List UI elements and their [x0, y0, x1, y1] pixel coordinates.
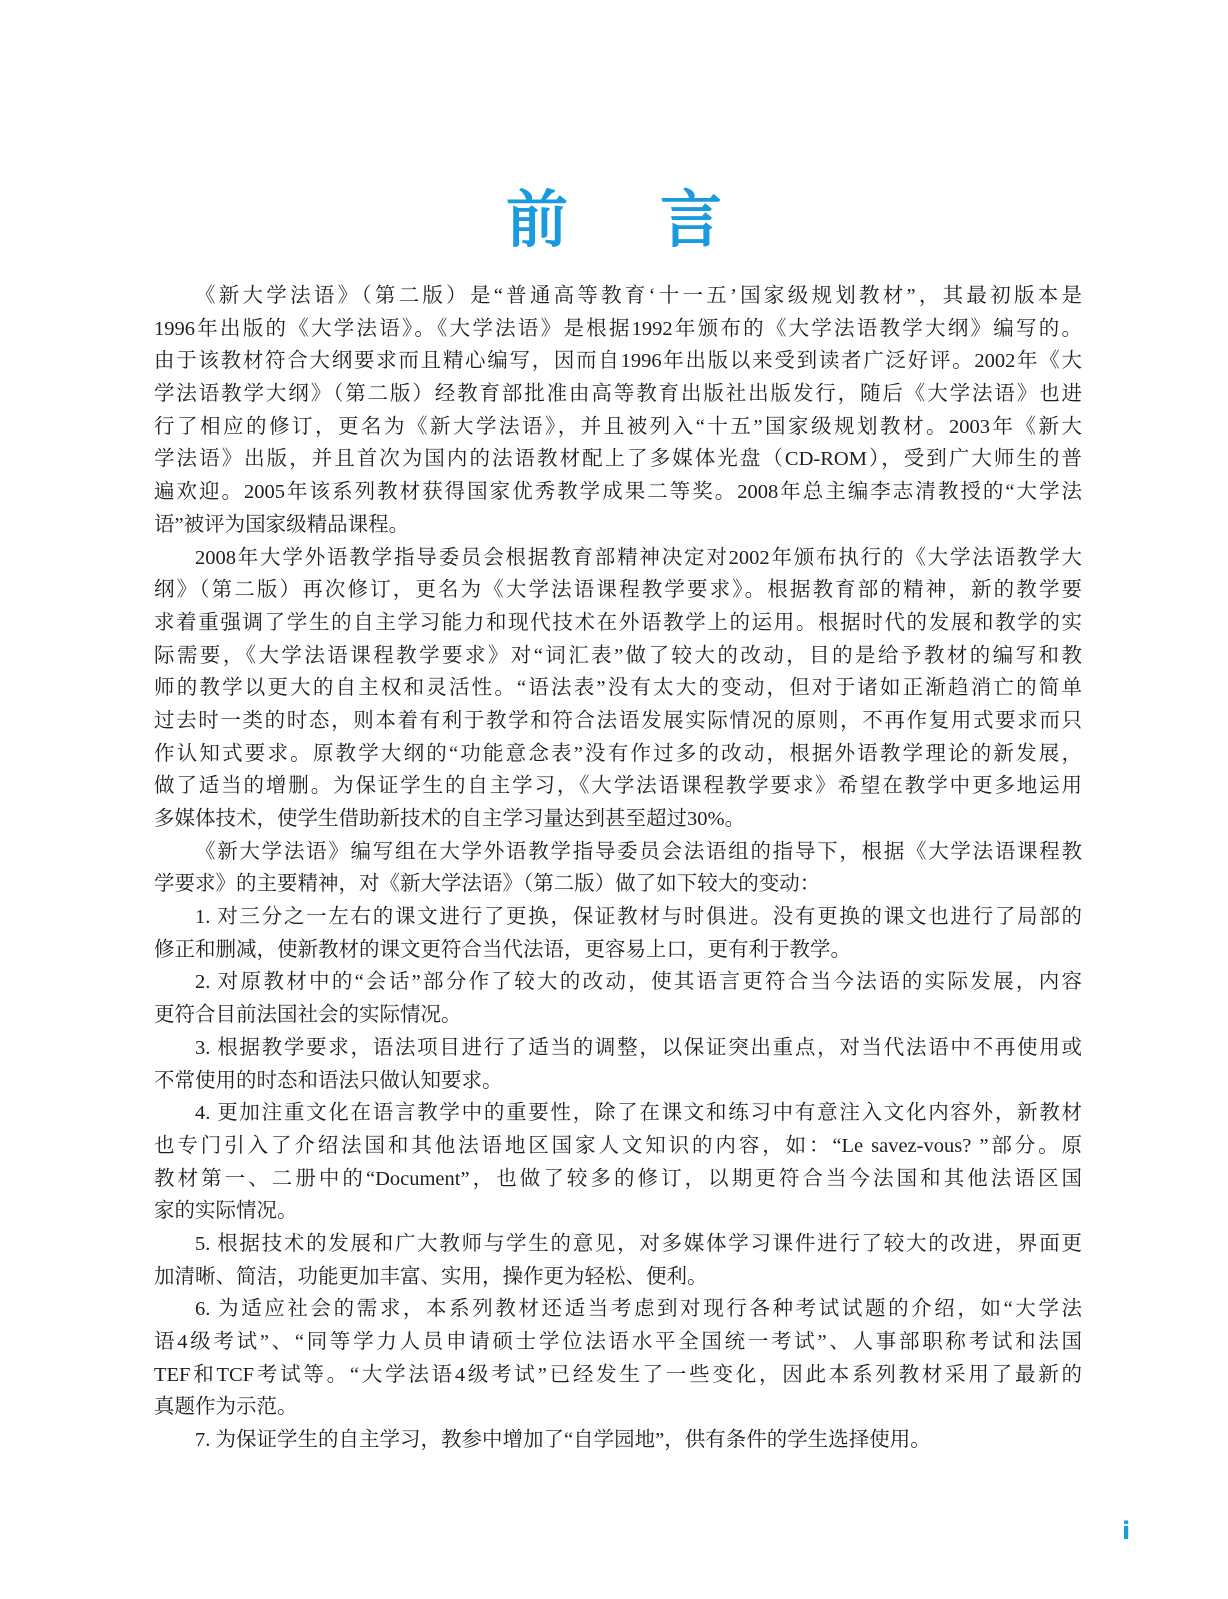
paragraph [154, 966, 1082, 1031]
paragraph [154, 1097, 1082, 1228]
text-line: 修正和删减，使新教材的课文更符合当代法语，更容易上口，更有利于教学。 [154, 938, 851, 961]
text-line: 也专门引入了介绍法国和其他法语地区国家人文知识的内容，如：“Le savez-vous? ”部分。原 [154, 1134, 1082, 1157]
text-line: 1. 对三分之一左右的课文进行了更换，保证教材与时俱进。没有更换的课文也进行了局部的 [195, 906, 1082, 929]
paragraph [154, 1228, 1082, 1293]
text-line: 4. 更加注重文化在语言教学中的重要性，除了在课文和练习中有意注入文化内容外，新教材 [195, 1102, 1082, 1125]
paragraph [154, 836, 1082, 901]
text-line: 多媒体技术，使学生借助新技术的自主学习量达到甚至超过30%。 [154, 808, 746, 830]
text-line: 2008年大学外语教学指导委员会根据教育部精神决定对2002年颁布执行的《大学法语教学大 [195, 546, 1082, 569]
text-line: 做了适当的增删。为保证学生的自主学习，《大学法语课程教学要求》希望在教学中更多地运用 [154, 775, 1082, 798]
text-line: 不常使用的时态和语法只做认知要求。 [154, 1069, 503, 1092]
text-line: 7. 为保证学生的自主学习，教参中增加了“自学园地”，供有条件的学生选择使用。 [195, 1429, 931, 1452]
preface-body [154, 280, 1082, 1457]
text-line: 教材第一、二册中的“Document”，也做了较多的修订，以期更符合当今法国和其他法语区国 [154, 1167, 1082, 1190]
text-line: 《新大学法语》（第二版）是“普通高等教育‘十一五’国家级规划教材”，其最初版本是 [195, 285, 1082, 307]
text-line: 《新大学法语》编写组在大学外语教学指导委员会法语组的指导下，根据《大学法语课程教 [195, 840, 1082, 863]
text-line: 5. 根据技术的发展和广大教师与学生的意见，对多媒体学习课件进行了较大的改进，界面更 [195, 1232, 1082, 1255]
text-line: 真题作为示范。 [154, 1396, 298, 1419]
text-line: 学要求》的主要精神，对《新大学法语》（第二版）做了如下较大的变动： [154, 873, 821, 896]
text-line: 家的实际情况。 [154, 1200, 298, 1223]
text-line: TEF和TCF考试等。“大学法语4级考试”已经发生了一些变化，因此本系列教材采用了最新的 [154, 1363, 1082, 1386]
title-char-2: 言 [660, 183, 723, 256]
text-line: 6. 为适应社会的需求，本系列教材还适当考虑到对现行各种考试试题的介绍，如“大学法 [195, 1298, 1082, 1321]
text-line: 师的教学以更大的自主权和灵活性。“语法表”没有太大的变动，但对于诸如正渐趋消亡的简单 [154, 677, 1082, 700]
paragraph [154, 280, 1082, 542]
text-line: 更符合目前法国社会的实际情况。 [154, 1004, 462, 1027]
text-line: 纲》（第二版）再次修订，更名为《大学法语课程教学要求》。根据教育部的精神，新的教学要 [154, 579, 1082, 602]
paragraph [154, 542, 1082, 836]
page-title [0, 180, 1228, 260]
paragraph [154, 901, 1082, 966]
text-line: 过去时一类的时态，则本着有利于教学和符合法语发展实际情况的原则，不再作复用式要求而只 [154, 709, 1082, 732]
text-line: 求着重强调了学生的自主学习能力和现代技术在外语教学上的运用。根据时代的发展和教学的实 [154, 611, 1082, 634]
text-line: 1996年出版的《大学法语》。《大学法语》是根据1992年颁布的《大学法语教学大纲》编写的。 [154, 317, 1082, 340]
text-line: 际需要，《大学法语课程教学要求》对“词汇表”做了较大的改动，目的是给予教材的编写和教 [154, 644, 1082, 667]
text-line: 语4级考试”、“同等学力人员申请硕士学位法语水平全国统一考试”、人事部职称考试和法国 [154, 1331, 1082, 1353]
text-line: 学法语教学大纲》（第二版）经教育部批准由高等教育出版社出版发行，随后《大学法语》也进 [154, 383, 1082, 406]
title-char-1: 前 [505, 183, 568, 256]
paragraph [154, 1424, 1082, 1457]
text-line: 2. 对原教材中的“会话”部分作了较大的改动，使其语言更符合当今法语的实际发展，内容 [195, 971, 1082, 994]
text-line: 作认知式要求。原教学大纲的“功能意念表”没有作过多的改动，根据外语教学理论的新发展， [154, 742, 1082, 765]
paragraph [154, 1032, 1082, 1097]
text-line: 由于该教材符合大纲要求而且精心编写，因而自1996年出版以来受到读者广泛好评。2002年《大 [154, 350, 1082, 373]
text-line: 学法语》出版，并且首次为国内的法语教材配上了多媒体光盘（CD-ROM），受到广大师生的普 [154, 448, 1082, 471]
paragraph [154, 1293, 1082, 1424]
text-line: 遍欢迎。2005年该系列教材获得国家优秀教学成果二等奖。2008年总主编李志清教授的“大学法 [154, 481, 1082, 504]
text-line: 行了相应的修订，更名为《新大学法语》，并且被列入“十五”国家级规划教材。2003年《新大 [154, 415, 1082, 438]
page-number: i [1122, 1517, 1131, 1545]
text-line: 加清晰、简洁，功能更加丰富、实用，操作更为轻松、便利。 [154, 1265, 708, 1288]
text-line: 语”被评为国家级精品课程。 [154, 513, 410, 536]
text-line: 3. 根据教学要求，语法项目进行了适当的调整，以保证突出重点，对当代法语中不再使用或 [195, 1036, 1082, 1059]
